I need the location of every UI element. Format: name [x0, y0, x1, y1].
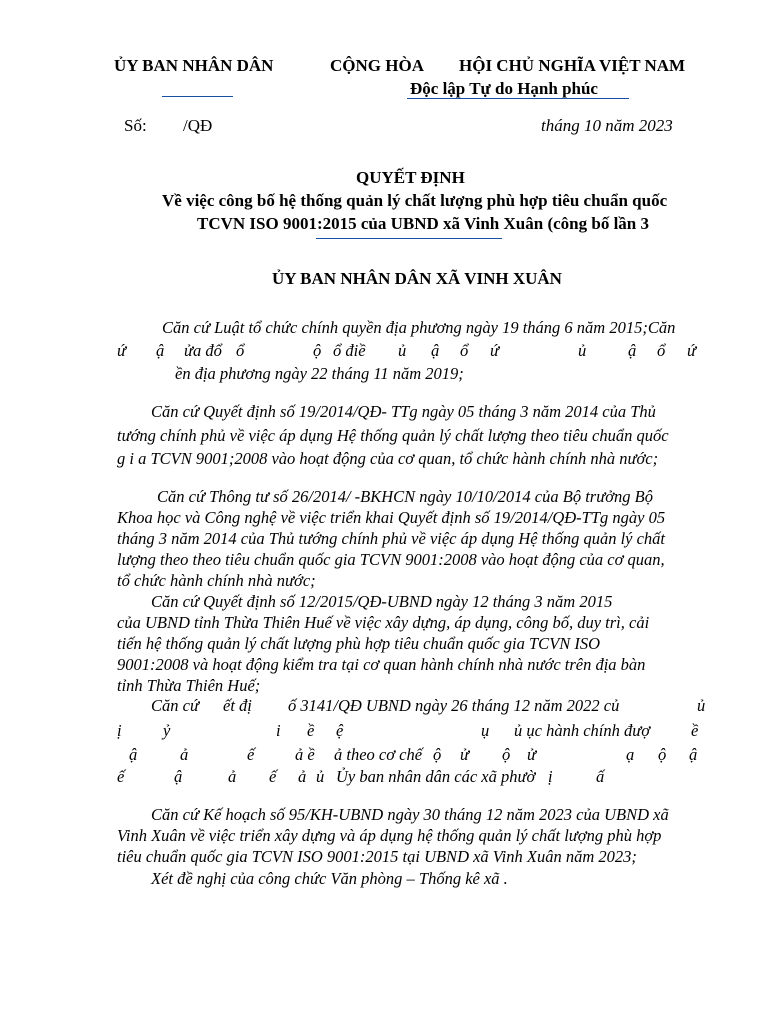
- p4-line4: 9001:2008 và hoạt động kiểm tra tại cơ quan hành chính nhà nước trên địa bàn: [117, 655, 646, 674]
- fragment: ậ: [129, 745, 138, 764]
- fragment: ộ: [313, 341, 322, 360]
- motto-underline: [407, 98, 629, 99]
- fragment: ị: [117, 721, 122, 740]
- fragment: ậ: [156, 341, 165, 360]
- fragment: ết đị: [223, 696, 252, 715]
- fragment: ả theo cơ chế: [334, 745, 423, 764]
- fragment: Ủy ban nhân dân các xã phườ: [336, 767, 536, 786]
- fragment: ị: [548, 767, 553, 786]
- fragment: ộ: [658, 745, 667, 764]
- fragment: ủ: [316, 767, 325, 786]
- p3-line2: Khoa học và Công nghệ về việc triển khai Quyết định số 19/2014/QĐ-TTg ngày 05: [117, 508, 666, 527]
- fragment: ổ: [236, 341, 245, 360]
- fragment: ạ: [626, 745, 635, 764]
- fragment: ủ ục hành chính đượ: [514, 721, 651, 740]
- national-title-part1: CỘNG HÒA: [330, 56, 424, 75]
- fragment: ả: [298, 767, 307, 786]
- p5-line2-fragments: [117, 721, 703, 742]
- fragment: ế: [247, 745, 255, 764]
- p2-line2: tướng chính phủ về việc áp dụng Hệ thống quản lý chất lượng theo tiêu chuẩn quốc: [117, 426, 669, 445]
- p3-line3: tháng 3 năm 2014 của Thủ tướng chính phủ về việc áp dụng Hệ thống quản lý chất: [117, 529, 666, 548]
- fragment: ề: [691, 721, 699, 740]
- fragment: ủ: [697, 696, 706, 715]
- p2-line3: g i a TCVN 9001;2008 vào hoạt động của cơ quan, tổ chức hành chính nhà nước;: [117, 449, 659, 468]
- p5-line4-fragments: [117, 767, 703, 788]
- p4-line2: của UBND tỉnh Thừa Thiên Huế về việc xây dựng, áp dụng, công bố, duy trì, cải: [117, 613, 650, 632]
- national-title-part2: HỘI CHỦ NGHĨA VIỆT NAM: [459, 56, 686, 75]
- decision-subtitle-line1: Về việc công bố hệ thống quản lý chất lượng phù hợp tiêu chuẩn quốc: [162, 191, 668, 210]
- p4-line1: Căn cứ Quyết định số 12/2015/QĐ-UBND ngày 12 tháng 3 năm 2015: [151, 592, 613, 611]
- document-number-suffix: /QĐ: [183, 116, 213, 135]
- p5-line1-fragments: [117, 696, 706, 717]
- p6-line1: Căn cứ Kế hoạch số 95/KH-UBND ngày 30 tháng 12 năm 2023 của UBND xã: [151, 805, 669, 824]
- decision-heading: QUYẾT ĐỊNH: [356, 168, 465, 187]
- p3-line5: tổ chức hành chính nhà nước;: [117, 571, 316, 590]
- fragment: ổ: [460, 341, 469, 360]
- fragment: Căn cứ: [151, 696, 199, 715]
- agency-name: ỦY BAN NHÂN DÂN: [114, 56, 274, 75]
- fragment: ử: [460, 745, 469, 764]
- fragment: ậ: [689, 745, 698, 764]
- decision-subtitle-line2: TCVN ISO 9001:2015 của UBND xã Vinh Xuân (công bố lần 3: [197, 214, 649, 233]
- p3-line1: Căn cứ Thông tư số 26/2014/ -BKHCN ngày 10/10/2014 của Bộ trưởng Bộ: [157, 487, 653, 506]
- fragment: ế: [269, 767, 277, 786]
- p7-line1: Xét đề nghị của công chức Văn phòng – Thống kê xã .: [151, 869, 508, 888]
- p1-line3: ền địa phương ngày 22 tháng 11 năm 2019;: [175, 364, 464, 383]
- fragment: i: [276, 721, 281, 740]
- p3-line4: lượng theo theo tiêu chuẩn quốc gia TCVN 9001:2008 vào hoạt động của cơ quan,: [117, 550, 665, 569]
- p4-line3: tiến hệ thống quản lý chất lượng phù hợp tiêu chuẩn quốc gia TCVN ISO: [117, 634, 601, 653]
- fragment: ệ: [336, 721, 344, 740]
- fragment: ứ: [490, 341, 499, 360]
- title-underline: [316, 238, 502, 239]
- p4-line5: tỉnh Thừa Thiên Huế;: [117, 676, 261, 695]
- fragment: ụ: [481, 721, 490, 740]
- fragment: ả: [180, 745, 189, 764]
- fragment: ủ: [578, 341, 587, 360]
- fragment: ộ: [433, 745, 442, 764]
- fragment: ộ: [502, 745, 511, 764]
- fragment: ỷ: [163, 721, 171, 740]
- p5-line3-fragments: [117, 745, 703, 766]
- p6-line3: tiêu chuẩn quốc gia TCVN ISO 9001:2015 tại UBND xã Vinh Xuân năm 2023;: [117, 847, 637, 866]
- p1-line1: Căn cứ Luật tổ chức chính quyền địa phương ngày 19 tháng 6 năm 2015;Căn: [162, 318, 676, 337]
- fragment: ổ: [657, 341, 666, 360]
- fragment: ả: [228, 767, 237, 786]
- fragment: ấ: [596, 767, 605, 786]
- authority-heading: ỦY BAN NHÂN DÂN XÃ VINH XUÂN: [272, 269, 562, 288]
- fragment: ứ: [117, 341, 126, 360]
- document-number-label: Số:: [124, 116, 147, 135]
- fragment: ổ điề: [333, 341, 366, 360]
- p6-line2: Vinh Xuân về việc triển xây dựng và áp dụng hệ thống quản lý chất lượng phù hợp: [117, 826, 662, 845]
- national-motto: Độc lập Tự do Hạnh phúc: [410, 79, 598, 98]
- fragment: ậ: [431, 341, 440, 360]
- agency-underline: [162, 96, 233, 97]
- fragment: ậ: [628, 341, 637, 360]
- fragment: ậ: [174, 767, 183, 786]
- fragment: ố 3141/QĐ UBND ngày 26 tháng 12 năm 2022 củ: [288, 696, 620, 715]
- fragment: ế: [117, 767, 125, 786]
- p2-line1: Căn cứ Quyết định số 19/2014/QĐ- TTg ngày 05 tháng 3 năm 2014 của Thủ: [151, 402, 656, 421]
- fragment: ửa đổ: [184, 341, 222, 360]
- fragment: ề: [307, 721, 315, 740]
- fragment: ử: [527, 745, 536, 764]
- fragment: ả ề: [295, 745, 315, 764]
- p1-line2-fragments: [117, 341, 703, 362]
- document-date: tháng 10 năm 2023: [541, 116, 673, 135]
- fragment: ủ: [398, 341, 407, 360]
- fragment: ứ: [687, 341, 696, 360]
